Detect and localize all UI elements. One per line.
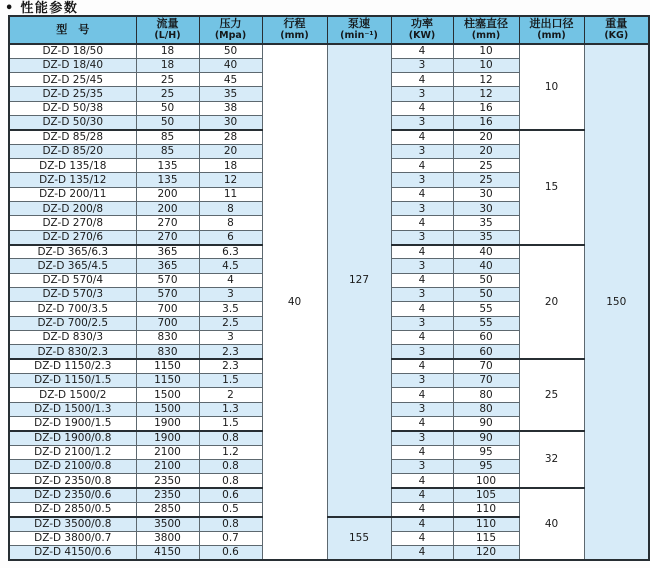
power-cell: 3	[391, 173, 453, 187]
pressure-cell: 3	[199, 331, 262, 345]
flow-cell: 2850	[136, 503, 199, 517]
inlet-outlet-cell: 20	[519, 245, 584, 360]
plunger-cell: 95	[453, 445, 519, 459]
model-cell: DZ-D 2350/0.6	[9, 488, 136, 502]
flow-cell: 4150	[136, 545, 199, 560]
pressure-cell: 6	[199, 230, 262, 244]
model-cell: DZ-D 1900/0.8	[9, 431, 136, 445]
plunger-cell: 40	[453, 259, 519, 273]
plunger-cell: 55	[453, 302, 519, 316]
model-cell: DZ-D 270/6	[9, 230, 136, 244]
power-cell: 3	[391, 345, 453, 359]
flow-cell: 830	[136, 331, 199, 345]
model-cell: DZ-D 18/50	[9, 44, 136, 58]
power-cell: 3	[391, 116, 453, 130]
plunger-cell: 90	[453, 431, 519, 445]
plunger-cell: 16	[453, 101, 519, 115]
model-cell: DZ-D 2350/0.8	[9, 474, 136, 488]
pressure-cell: 2.3	[199, 359, 262, 373]
model-cell: DZ-D 1900/1.5	[9, 417, 136, 431]
power-cell: 4	[391, 245, 453, 259]
model-cell: DZ-D 1150/2.3	[9, 359, 136, 373]
power-cell: 3	[391, 460, 453, 474]
plunger-cell: 70	[453, 359, 519, 373]
plunger-cell: 20	[453, 144, 519, 158]
flow-cell: 270	[136, 216, 199, 230]
plunger-cell: 10	[453, 44, 519, 58]
performance-table	[8, 15, 650, 561]
power-cell: 4	[391, 73, 453, 87]
power-cell: 4	[391, 187, 453, 201]
power-cell: 3	[391, 87, 453, 101]
power-cell: 3	[391, 431, 453, 445]
flow-cell: 365	[136, 245, 199, 259]
model-cell: DZ-D 4150/0.6	[9, 545, 136, 560]
flow-cell: 50	[136, 101, 199, 115]
flow-cell: 50	[136, 116, 199, 130]
plunger-cell: 10	[453, 58, 519, 72]
power-cell: 4	[391, 503, 453, 517]
power-cell: 4	[391, 388, 453, 402]
pressure-cell: 1.5	[199, 374, 262, 388]
model-cell: DZ-D 1500/1.3	[9, 402, 136, 416]
plunger-cell: 25	[453, 159, 519, 173]
plunger-cell: 35	[453, 216, 519, 230]
model-cell: DZ-D 135/18	[9, 159, 136, 173]
plunger-cell: 50	[453, 288, 519, 302]
pressure-cell: 3.5	[199, 302, 262, 316]
inlet-outlet-cell: 10	[519, 44, 584, 130]
model-cell: DZ-D 570/4	[9, 273, 136, 287]
power-cell: 3	[391, 402, 453, 416]
pressure-cell: 28	[199, 130, 262, 144]
flow-cell: 135	[136, 173, 199, 187]
plunger-cell: 25	[453, 173, 519, 187]
plunger-cell: 35	[453, 230, 519, 244]
power-cell: 4	[391, 474, 453, 488]
flow-cell: 18	[136, 58, 199, 72]
column-header-plunger-diameter: 柱塞直径 (mm)	[453, 16, 519, 44]
plunger-cell: 95	[453, 460, 519, 474]
model-cell: DZ-D 1150/1.5	[9, 374, 136, 388]
flow-cell: 2100	[136, 445, 199, 459]
power-cell: 4	[391, 273, 453, 287]
model-cell: DZ-D 270/8	[9, 216, 136, 230]
column-header-pump-speed: 泵速 (min⁻¹)	[327, 16, 391, 44]
weight-cell: 150	[584, 44, 649, 560]
power-cell: 4	[391, 517, 453, 531]
flow-cell: 2350	[136, 474, 199, 488]
plunger-cell: 100	[453, 474, 519, 488]
column-header-model: 型 号	[9, 16, 136, 44]
model-cell: DZ-D 85/28	[9, 130, 136, 144]
pressure-cell: 45	[199, 73, 262, 87]
power-cell: 4	[391, 359, 453, 373]
flow-cell: 1900	[136, 431, 199, 445]
column-header-pressure: 压力 (Mpa)	[199, 16, 262, 44]
flow-cell: 700	[136, 302, 199, 316]
inlet-outlet-cell: 15	[519, 130, 584, 245]
power-cell: 3	[391, 374, 453, 388]
plunger-cell: 16	[453, 116, 519, 130]
model-cell: DZ-D 830/2.3	[9, 345, 136, 359]
inlet-outlet-cell: 40	[519, 488, 584, 560]
pressure-cell: 12	[199, 173, 262, 187]
plunger-cell: 30	[453, 202, 519, 216]
flow-cell: 3800	[136, 531, 199, 545]
pressure-cell: 35	[199, 87, 262, 101]
flow-cell: 1900	[136, 417, 199, 431]
pump-speed-cell: 155	[327, 517, 391, 560]
plunger-cell: 105	[453, 488, 519, 502]
pressure-cell: 2.5	[199, 316, 262, 330]
flow-cell: 2350	[136, 488, 199, 502]
pressure-cell: 0.8	[199, 474, 262, 488]
power-cell: 3	[391, 58, 453, 72]
flow-cell: 85	[136, 144, 199, 158]
plunger-cell: 110	[453, 517, 519, 531]
flow-cell: 570	[136, 273, 199, 287]
plunger-cell: 12	[453, 87, 519, 101]
model-cell: DZ-D 3500/0.8	[9, 517, 136, 531]
model-cell: DZ-D 2850/0.5	[9, 503, 136, 517]
pressure-cell: 8	[199, 216, 262, 230]
column-header-power: 功率 (KW)	[391, 16, 453, 44]
model-cell: DZ-D 25/45	[9, 73, 136, 87]
model-cell: DZ-D 50/38	[9, 101, 136, 115]
flow-cell: 135	[136, 159, 199, 173]
power-cell: 3	[391, 144, 453, 158]
flow-cell: 85	[136, 130, 199, 144]
model-cell: DZ-D 3800/0.7	[9, 531, 136, 545]
plunger-cell: 20	[453, 130, 519, 144]
plunger-cell: 50	[453, 273, 519, 287]
plunger-cell: 80	[453, 402, 519, 416]
model-cell: DZ-D 1500/2	[9, 388, 136, 402]
power-cell: 4	[391, 417, 453, 431]
power-cell: 3	[391, 230, 453, 244]
plunger-cell: 115	[453, 531, 519, 545]
inlet-outlet-cell: 32	[519, 431, 584, 488]
pressure-cell: 50	[199, 44, 262, 58]
section-title-row	[0, 0, 650, 15]
model-cell: DZ-D 18/40	[9, 58, 136, 72]
column-header-flow: 流量 (L/H)	[136, 16, 199, 44]
pressure-cell: 30	[199, 116, 262, 130]
power-cell: 4	[391, 445, 453, 459]
flow-cell: 25	[136, 73, 199, 87]
pressure-cell: 0.5	[199, 503, 262, 517]
pressure-cell: 0.6	[199, 545, 262, 560]
power-cell: 4	[391, 101, 453, 115]
flow-cell: 200	[136, 202, 199, 216]
plunger-cell: 70	[453, 374, 519, 388]
flow-cell: 2100	[136, 460, 199, 474]
pressure-cell: 1.5	[199, 417, 262, 431]
plunger-cell: 40	[453, 245, 519, 259]
power-cell: 4	[391, 531, 453, 545]
plunger-cell: 12	[453, 73, 519, 87]
pressure-cell: 18	[199, 159, 262, 173]
power-cell: 3	[391, 259, 453, 273]
model-cell: DZ-D 200/11	[9, 187, 136, 201]
pressure-cell: 0.8	[199, 460, 262, 474]
model-cell: DZ-D 830/3	[9, 331, 136, 345]
pressure-cell: 11	[199, 187, 262, 201]
bullet-icon: •	[5, 0, 14, 16]
column-header-weight: 重量 (KG)	[584, 16, 649, 44]
plunger-cell: 80	[453, 388, 519, 402]
stroke-cell: 40	[262, 44, 327, 560]
flow-cell: 700	[136, 316, 199, 330]
power-cell: 4	[391, 216, 453, 230]
pressure-cell: 4	[199, 273, 262, 287]
flow-cell: 1500	[136, 388, 199, 402]
page-title: 性能参数	[20, 0, 79, 16]
model-cell: DZ-D 365/4.5	[9, 259, 136, 273]
pressure-cell: 4.5	[199, 259, 262, 273]
flow-cell: 200	[136, 187, 199, 201]
power-cell: 4	[391, 130, 453, 144]
power-cell: 4	[391, 302, 453, 316]
pressure-cell: 2.3	[199, 345, 262, 359]
power-cell: 3	[391, 202, 453, 216]
flow-cell: 830	[136, 345, 199, 359]
plunger-cell: 120	[453, 545, 519, 560]
pressure-cell: 0.6	[199, 488, 262, 502]
model-cell: DZ-D 570/3	[9, 288, 136, 302]
flow-cell: 25	[136, 87, 199, 101]
flow-cell: 18	[136, 44, 199, 58]
flow-cell: 1500	[136, 402, 199, 416]
pressure-cell: 38	[199, 101, 262, 115]
pressure-cell: 20	[199, 144, 262, 158]
model-cell: DZ-D 50/30	[9, 116, 136, 130]
inlet-outlet-cell: 25	[519, 359, 584, 431]
pressure-cell: 1.3	[199, 402, 262, 416]
plunger-cell: 55	[453, 316, 519, 330]
plunger-cell: 30	[453, 187, 519, 201]
model-cell: DZ-D 135/12	[9, 173, 136, 187]
column-header-inlet-outlet-diameter: 进出口径 (mm)	[519, 16, 584, 44]
flow-cell: 270	[136, 230, 199, 244]
power-cell: 3	[391, 288, 453, 302]
plunger-cell: 60	[453, 345, 519, 359]
column-header-stroke: 行程 (mm)	[262, 16, 327, 44]
plunger-cell: 90	[453, 417, 519, 431]
power-cell: 4	[391, 545, 453, 560]
pressure-cell: 3	[199, 288, 262, 302]
pressure-cell: 0.7	[199, 531, 262, 545]
pressure-cell: 0.8	[199, 517, 262, 531]
power-cell: 4	[391, 159, 453, 173]
power-cell: 4	[391, 331, 453, 345]
model-cell: DZ-D 2100/1.2	[9, 445, 136, 459]
flow-cell: 1150	[136, 374, 199, 388]
power-cell: 3	[391, 316, 453, 330]
power-cell: 4	[391, 488, 453, 502]
pressure-cell: 8	[199, 202, 262, 216]
flow-cell: 3500	[136, 517, 199, 531]
pressure-cell: 40	[199, 58, 262, 72]
flow-cell: 365	[136, 259, 199, 273]
pressure-cell: 1.2	[199, 445, 262, 459]
pressure-cell: 6.3	[199, 245, 262, 259]
table-row	[9, 44, 649, 58]
model-cell: DZ-D 700/2.5	[9, 316, 136, 330]
table-header-row	[9, 16, 649, 44]
model-cell: DZ-D 25/35	[9, 87, 136, 101]
table-body	[9, 44, 649, 560]
model-cell: DZ-D 365/6.3	[9, 245, 136, 259]
model-cell: DZ-D 2100/0.8	[9, 460, 136, 474]
flow-cell: 570	[136, 288, 199, 302]
plunger-cell: 60	[453, 331, 519, 345]
model-cell: DZ-D 200/8	[9, 202, 136, 216]
pressure-cell: 2	[199, 388, 262, 402]
pump-speed-cell: 127	[327, 44, 391, 517]
plunger-cell: 110	[453, 503, 519, 517]
power-cell: 4	[391, 44, 453, 58]
pressure-cell: 0.8	[199, 431, 262, 445]
flow-cell: 1150	[136, 359, 199, 373]
model-cell: DZ-D 700/3.5	[9, 302, 136, 316]
model-cell: DZ-D 85/20	[9, 144, 136, 158]
